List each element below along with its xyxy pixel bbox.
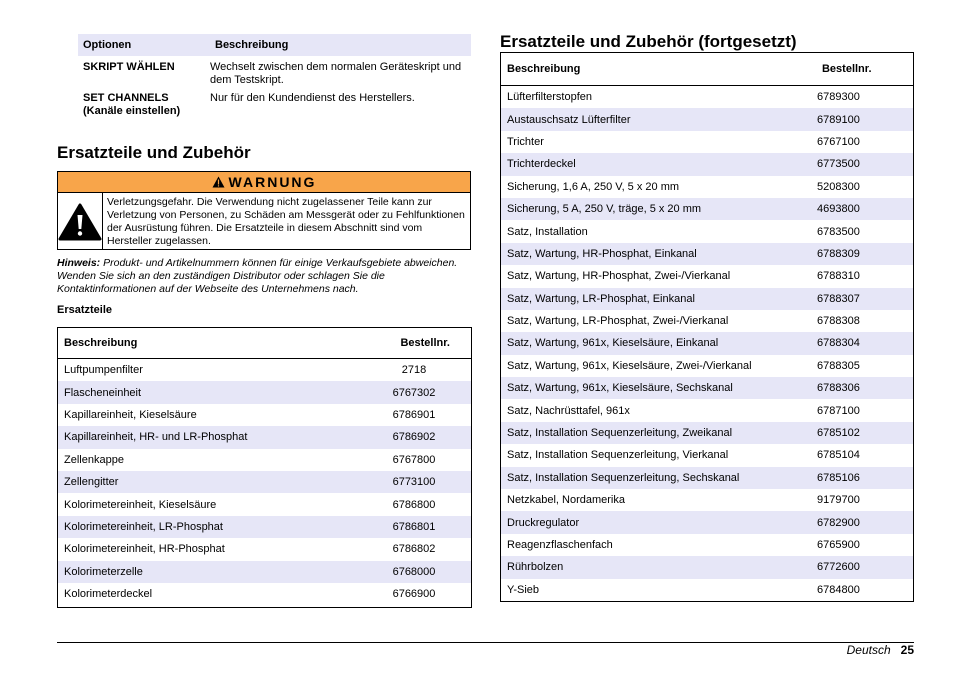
part-description: Druckregulator (507, 516, 580, 529)
warning-small-icon (212, 176, 225, 188)
part-order-number: 6786801 (392, 520, 436, 533)
part-description: Zellengitter (64, 476, 119, 489)
table-row (501, 332, 913, 354)
part-order-number: 6768000 (392, 565, 436, 578)
part-order-number: 6788306 (817, 382, 860, 395)
table-row (501, 86, 913, 108)
page-number: 25 (900, 643, 914, 657)
part-order-number: 6766900 (392, 588, 436, 601)
page-footer (847, 643, 914, 657)
section-title-continued: Ersatzteile und Zubehör (fortgesetzt) (500, 32, 797, 51)
table-row (58, 449, 471, 471)
table-row (58, 583, 471, 605)
part-order-number: 5208300 (817, 180, 860, 193)
table-row (501, 243, 913, 265)
part-description: Luftpumpenfilter (64, 364, 143, 377)
table-row (501, 220, 913, 242)
subsection-title: Ersatzteile (57, 304, 113, 316)
table-row (501, 310, 913, 332)
part-order-number: 6785106 (817, 471, 860, 484)
table-body (58, 359, 471, 605)
part-order-number: 6773500 (817, 158, 860, 171)
part-description: Kapillareinheit, HR- und LR-Phosphat (64, 431, 248, 444)
table-row (58, 404, 471, 426)
options-header-description: Beschreibung (215, 39, 289, 51)
part-order-number: 6765900 (817, 539, 860, 551)
header-description: Beschreibung (507, 63, 581, 75)
table-row (58, 471, 471, 493)
part-description: Flascheneinheit (64, 386, 142, 399)
footer-language: Deutsch (846, 643, 891, 657)
part-order-number: 6788308 (817, 315, 860, 328)
hint-label: Hinweis: (57, 257, 101, 269)
part-description: Satz, Wartung, HR-Phosphat, Einkanal (507, 247, 697, 260)
options-row (78, 61, 471, 92)
part-description: Satz, Installation Sequenzerleitung, Zweikanal (507, 427, 733, 440)
part-description: Sicherung, 1,6 A, 250 V, 5 x 20 mm (507, 180, 680, 193)
header-description: Beschreibung (64, 337, 138, 349)
table-row (501, 422, 913, 444)
hint-text: Produkt- und Artikelnummern können für einige Verkaufsgebiete abweichen. Wenden Sie sich an den zuständigen Distributor oder schlagen Sie die Kontaktinformationen auf der Webseite des Unternehmens nach. (57, 257, 458, 295)
part-order-number: 6788305 (817, 359, 860, 372)
part-order-number: 4693800 (817, 203, 860, 216)
part-order-number: 2718 (401, 364, 427, 377)
part-description: Satz, Nachrüsttafel, 961x (507, 404, 630, 417)
part-order-number: 6783500 (817, 225, 860, 238)
table-header (501, 53, 913, 86)
part-description: Satz, Wartung, HR-Phosphat, Zwei-/Vierkanal (507, 270, 731, 283)
part-order-number: 6786802 (392, 543, 436, 556)
part-order-number: 6788310 (817, 270, 860, 283)
table-row (501, 579, 913, 601)
part-description: Trichter (507, 135, 544, 148)
table-row (501, 511, 913, 533)
part-description: Netzkabel, Nordamerika (507, 494, 625, 507)
part-order-number: 9179700 (817, 494, 860, 507)
part-description: Austauschsatz Lüfterfilter (507, 113, 631, 126)
table-row (58, 561, 471, 583)
part-description: Satz, Wartung, 961x, Kieselsäure, Sechskanal (507, 382, 733, 395)
options-header-option: Optionen (83, 39, 132, 51)
part-order-number: 6788309 (817, 247, 860, 260)
part-description: Satz, Installation Sequenzerleitung, Vierkanal (507, 449, 729, 462)
table-row (501, 131, 913, 153)
table-row (58, 516, 471, 538)
part-order-number: 6788304 (817, 337, 860, 350)
warning-icon-cell (58, 193, 103, 250)
part-description: Satz, Installation (507, 225, 588, 238)
option-label: SET CHANNELS (83, 92, 169, 104)
warning-text: Verletzungsgefahr. Die Verwendung nicht zugelassener Teile kann zur Verletzung von Personen, zu Schäden am Messgerät oder zu Fehlfunktionen der Ausrüstung führen. Die Ersatzteile in diesem Abschnitt sind vom Hersteller zugelassen. (107, 196, 465, 247)
part-order-number: 6786901 (392, 408, 436, 421)
part-description: Satz, Wartung, LR-Phosphat, Einkanal (507, 292, 695, 305)
part-description: Kolorimetereinheit, HR-Phosphat (64, 543, 225, 556)
part-order-number: 6786902 (392, 431, 436, 444)
part-description: Rührbolzen (507, 561, 564, 574)
part-description: Y-Sieb (507, 583, 540, 596)
table-body (501, 86, 913, 601)
table-row (501, 556, 913, 578)
table-row (501, 467, 913, 489)
table-row (501, 534, 913, 556)
option-sublabel: (Kanäle einstellen) (83, 105, 181, 117)
table-row (501, 176, 913, 198)
part-description: Kolorimetereinheit, Kieselsäure (64, 498, 217, 511)
warning-triangle-icon (58, 203, 102, 241)
part-description: Satz, Wartung, 961x, Kieselsäure, Zwei-/Vierkanal (507, 359, 752, 372)
part-order-number: 6785102 (817, 427, 860, 440)
table-row (501, 444, 913, 466)
table-row (501, 265, 913, 287)
warning-label: WARNUNG (228, 174, 317, 190)
option-label: SKRIPT WÄHLEN (83, 61, 175, 73)
part-order-number: 6767800 (392, 453, 436, 466)
part-description: Satz, Installation Sequenzerleitung, Sechskanal (507, 471, 740, 484)
table-row (501, 399, 913, 421)
part-description: Zellenkappe (64, 453, 124, 466)
options-row (78, 92, 471, 122)
options-table-header (78, 34, 471, 56)
part-order-number: 6772600 (817, 561, 860, 574)
option-name (78, 61, 210, 92)
footer-divider (57, 642, 914, 643)
table-row (501, 108, 913, 130)
table-row (501, 489, 913, 511)
part-description: Kapillareinheit, Kieselsäure (64, 408, 197, 421)
table-row (58, 381, 471, 403)
part-description: Reagenzflaschenfach (507, 539, 613, 551)
hint-note (57, 257, 471, 296)
spare-parts-table (57, 327, 472, 608)
option-name (78, 92, 210, 122)
table-row (501, 355, 913, 377)
header-order-number: Bestellnr. (400, 337, 450, 349)
table-row (58, 538, 471, 560)
option-description: Nur für den Kundendienst des Herstellers. (210, 92, 415, 104)
table-row (501, 288, 913, 310)
part-order-number: 6773100 (392, 476, 436, 489)
part-description: Trichterdeckel (507, 158, 576, 171)
part-order-number: 6785104 (817, 449, 860, 462)
section-title: Ersatzteile und Zubehör (57, 143, 251, 162)
table-header (58, 328, 471, 359)
part-order-number: 6789100 (817, 113, 860, 126)
options-table (78, 34, 471, 122)
part-order-number: 6786800 (392, 498, 436, 511)
part-description: Satz, Wartung, 961x, Kieselsäure, Einkanal (507, 337, 719, 350)
table-row (58, 493, 471, 515)
part-order-number: 6782900 (817, 516, 860, 529)
warning-header (58, 172, 470, 193)
option-description: Wechselt zwischen dem normalen Geräteskript und dem Testskript. (210, 61, 462, 86)
part-description: Kolorimetereinheit, LR-Phosphat (64, 520, 223, 533)
part-order-number: 6784800 (817, 583, 860, 596)
header-order-number: Bestellnr. (821, 63, 872, 75)
part-order-number: 6767100 (817, 135, 860, 148)
part-order-number: 6787100 (817, 404, 860, 417)
part-description: Kolorimeterdeckel (64, 588, 153, 601)
warning-box (57, 171, 471, 250)
accessories-table (500, 52, 914, 602)
table-row (501, 153, 913, 175)
part-description: Lüfterfilterstopfen (507, 91, 592, 104)
table-row (58, 426, 471, 448)
part-order-number: 6767302 (392, 386, 436, 399)
part-description: Satz, Wartung, LR-Phosphat, Zwei-/Vierkanal (507, 315, 729, 328)
table-row (501, 377, 913, 399)
table-row (501, 198, 913, 220)
part-order-number: 6788307 (817, 292, 860, 305)
part-description: Sicherung, 5 A, 250 V, träge, 5 x 20 mm (507, 203, 702, 216)
table-row (58, 359, 471, 381)
part-description: Kolorimeterzelle (64, 565, 143, 578)
part-order-number: 6789300 (817, 91, 860, 104)
